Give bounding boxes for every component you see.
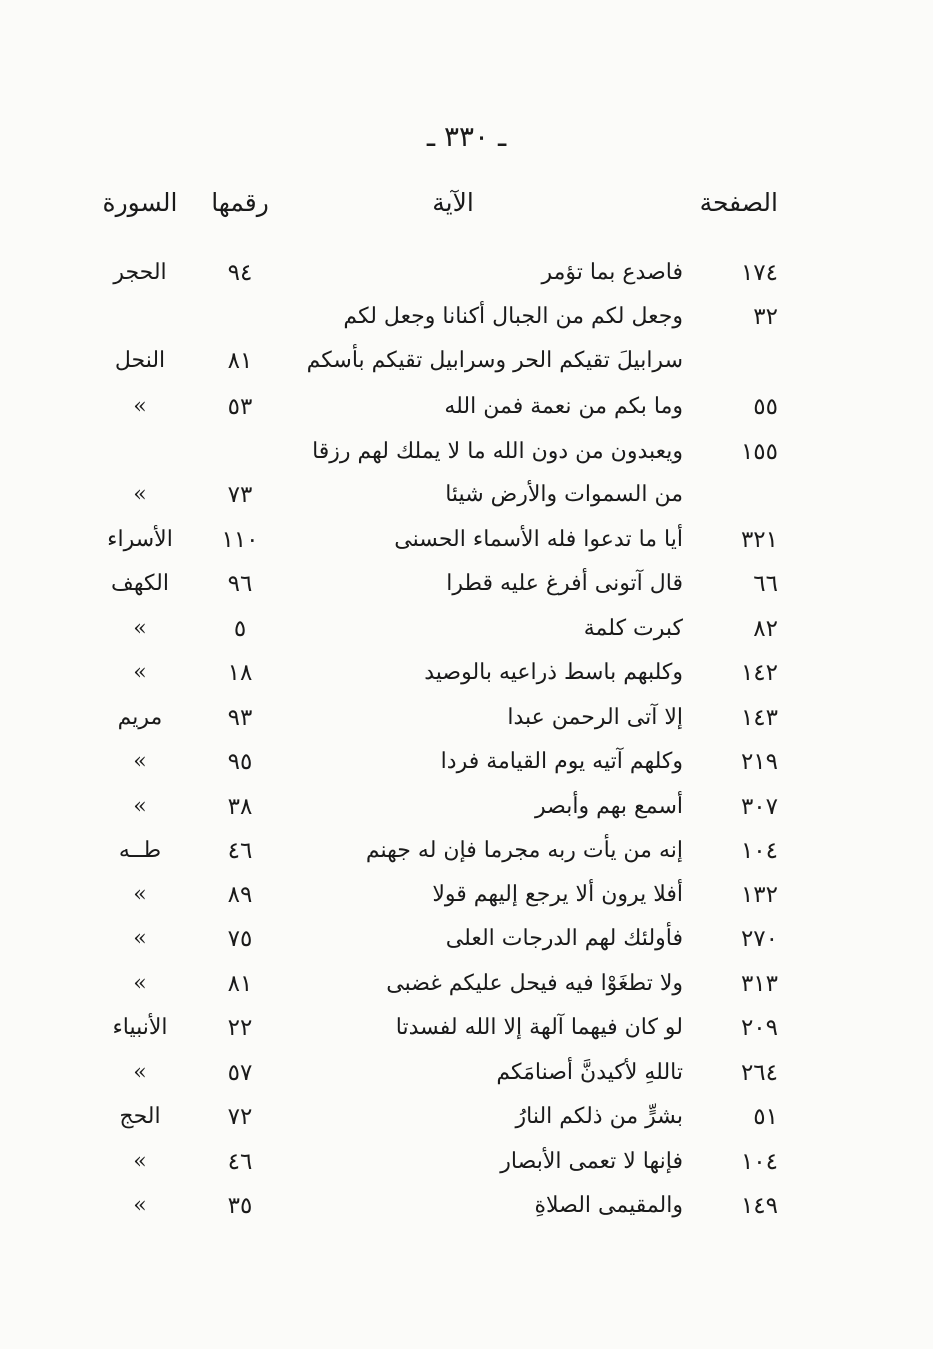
table-row <box>0 1015 933 1055</box>
row-number: ٨٩ <box>227 882 253 908</box>
table-row <box>0 1104 933 1144</box>
row-surah: الحج <box>119 1104 161 1129</box>
row-page: ١٤٣ <box>740 705 778 731</box>
table-row <box>0 926 933 966</box>
table-row <box>0 571 933 611</box>
table-row <box>0 749 933 789</box>
row-ayah: قال آتونى أفرغ عليه قطرا <box>446 571 683 596</box>
table-row <box>0 439 933 479</box>
row-surah: » <box>133 926 147 951</box>
table-row <box>0 882 933 922</box>
row-surah: » <box>133 660 147 685</box>
row-page: ٢٧٠ <box>740 926 778 952</box>
row-page: ١٠٤ <box>740 1149 778 1175</box>
row-ayah: إلا آتى الرحمن عبدا <box>507 705 683 730</box>
table-row <box>0 394 933 434</box>
table-row <box>0 304 933 344</box>
row-ayah: وجعل لكم من الجبال أكنانا وجعل لكم <box>343 304 683 329</box>
row-page: ٥١ <box>753 1104 778 1130</box>
row-surah: الأسراء <box>107 527 173 552</box>
row-page: ٣٢ <box>753 304 778 330</box>
row-ayah: إنه من يأت ربه مجرما فإن له جهنم <box>365 838 683 863</box>
row-number: ١٨ <box>227 660 253 686</box>
row-surah: » <box>133 394 147 419</box>
table-row <box>0 971 933 1011</box>
row-ayah: من السموات والأرض شيئا <box>445 482 683 507</box>
row-ayah: سرابيلَ تقيكم الحر وسرابيل تقيكم بأسكم <box>306 348 683 373</box>
row-number: ١١٠ <box>221 527 259 553</box>
table-row <box>0 1149 933 1189</box>
table-row <box>0 660 933 700</box>
row-surah: » <box>133 749 147 774</box>
row-number: ٣٨ <box>227 794 253 820</box>
row-page: ٢٠٩ <box>740 1015 778 1041</box>
row-page: ٢١٩ <box>740 749 778 775</box>
row-ayah: كبرت كلمة <box>583 616 683 641</box>
row-ayah: ويعبدون من دون الله ما لا يملك لهم رزقا <box>312 439 683 464</box>
row-number: ٩٤ <box>227 260 253 286</box>
row-number: ٤٦ <box>227 838 253 864</box>
row-page: ٥٥ <box>753 394 778 420</box>
row-number: ٨١ <box>227 348 253 374</box>
row-number: ٨١ <box>227 971 253 997</box>
row-number: ٢٢ <box>227 1015 253 1041</box>
row-ayah: فاصدع بما تؤمر <box>541 260 683 285</box>
row-ayah: وكلبهم باسط ذراعيه بالوصيد <box>424 660 683 685</box>
row-surah: » <box>133 482 147 507</box>
table-row <box>0 616 933 656</box>
table-row <box>0 260 933 300</box>
row-surah: » <box>133 1149 147 1174</box>
row-surah: الأنبياء <box>112 1015 168 1040</box>
row-ayah: فإنها لا تعمى الأبصار <box>500 1149 683 1174</box>
row-number: ٧٥ <box>227 926 253 952</box>
row-surah: » <box>133 882 147 907</box>
header-ayah: الآية <box>432 188 474 217</box>
row-ayah: ولا تطغَوْا فيه فيحل عليكم غضبى <box>386 971 683 996</box>
row-ayah: أفلا يرون ألا يرجع إليهم قولا <box>432 882 683 907</box>
row-ayah: والمقيمى الصلاةِ <box>534 1193 683 1218</box>
row-number: ٣٥ <box>227 1193 253 1219</box>
row-ayah: بشرٍّ من ذلكم النارُ <box>515 1104 683 1129</box>
header-surah: السورة <box>102 188 178 217</box>
table-row <box>0 794 933 834</box>
header-number: رقمها <box>211 188 269 217</box>
row-page: ٦٦ <box>753 571 778 597</box>
row-surah: » <box>133 1060 147 1085</box>
row-page: ٣١٣ <box>740 971 778 997</box>
row-ayah: وكلهم آتيه يوم القيامة فردا <box>440 749 683 774</box>
row-surah: » <box>133 1193 147 1218</box>
row-surah: » <box>133 616 147 641</box>
row-surah: » <box>133 794 147 819</box>
table-row <box>0 838 933 878</box>
row-ayah: أيا ما تدعوا فله الأسماء الحسنى <box>394 527 683 552</box>
row-ayah: فأولئك لهم الدرجات العلى <box>445 926 683 951</box>
row-surah: النحل <box>114 348 166 373</box>
table-row <box>0 482 933 522</box>
table-row <box>0 1060 933 1100</box>
row-page: ١٧٤ <box>740 260 778 286</box>
row-number: ٥٧ <box>227 1060 253 1086</box>
row-page: ١٣٢ <box>740 882 778 908</box>
table-header <box>0 188 933 228</box>
row-ayah: وما بكم من نعمة فمن الله <box>444 394 683 419</box>
row-page: ٣٢١ <box>740 527 778 553</box>
row-number: ٧٢ <box>227 1104 253 1130</box>
row-number: ٥٣ <box>227 394 253 420</box>
header-page: الصفحة <box>699 188 778 217</box>
row-page: ١٤٩ <box>740 1193 778 1219</box>
row-surah: الكهف <box>111 571 169 596</box>
row-page: ٣٠٧ <box>740 794 778 820</box>
table-row <box>0 348 933 388</box>
row-surah: مريم <box>117 705 163 730</box>
table-row <box>0 1193 933 1233</box>
table-row <box>0 705 933 745</box>
row-ayah: أسمع بهم وأبصر <box>535 794 683 819</box>
row-ayah: تاللهِ لأكيدنَّ أصنامَكم <box>496 1060 683 1085</box>
row-page: ٨٢ <box>753 616 778 642</box>
row-page: ٢٦٤ <box>740 1060 778 1086</box>
row-number: ٥ <box>233 616 247 642</box>
row-number: ٧٣ <box>227 482 253 508</box>
row-number: ٩٦ <box>227 571 253 597</box>
row-page: ١٥٥ <box>740 439 778 465</box>
row-surah: طــه <box>118 838 162 863</box>
row-surah: الحجر <box>113 260 167 285</box>
row-number: ٩٣ <box>227 705 253 731</box>
row-number: ٩٥ <box>227 749 253 775</box>
table-row <box>0 527 933 567</box>
row-page: ١٠٤ <box>740 838 778 864</box>
row-ayah: لو كان فيهما آلهة إلا الله لفسدتا <box>395 1015 683 1040</box>
row-surah: » <box>133 971 147 996</box>
page-number: ـ ٣٣٠ ـ <box>426 120 507 153</box>
row-number: ٤٦ <box>227 1149 253 1175</box>
row-page: ١٤٢ <box>740 660 778 686</box>
